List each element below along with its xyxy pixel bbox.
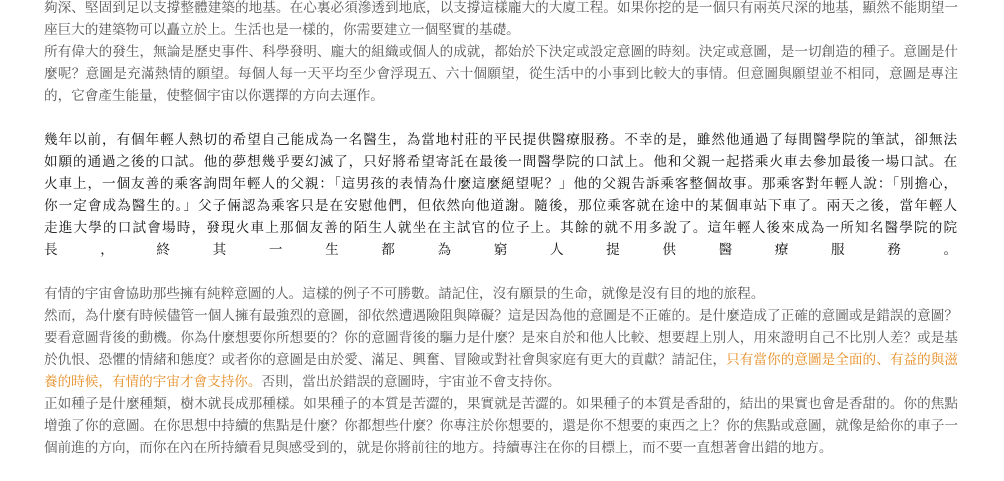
paragraph-focus: 正如種子是什麼種類，樹木就長成那種樣。如果種子的本質是苦澀的，果實就是苦澀的。如果種子的本質是香甜的，結出的果實也會是香甜的。你的焦點增強了你的意圖。在你思想中持續的焦點是什麼？你都想些什麼？你專注於你想要的，還是你不想要的東西之上？你的焦點或意圖，就像是給你的車子一個前進的方向，而你在內在所持續看見與感受到的，就是你將前往的地方。持續專注在你的目標上，而不要一直想著會出錯的地方。: [44, 396, 958, 456]
paragraph-motive: [44, 305, 958, 393]
paragraph-spacer: [44, 107, 958, 129]
highlighted-quote: 只有當你的意圖是全面的、有益的與滋養的時候，有情的宇宙才會支持你。: [44, 352, 958, 390]
motive-conclusion: 否則，當出於錯誤的意圖時，宇宙並不會支持你。: [261, 374, 561, 390]
paragraph-spacer: [44, 261, 958, 283]
paragraph-foundation: 夠深、堅固到足以支撐整體建築的地基。在心裏必須滲透到地底，以支撐這樣龐大的大廈工程。如果你挖的是一個只有兩英尺深的地基，顯然不能期望一座巨大的建築物可以矗立於上。生活也是一樣的，你需要建立一個堅實的基礎。: [44, 0, 958, 38]
paragraph-intention: 所有偉大的發生，無論是歷史事件、科學發明、龐大的組織或個人的成就，都始於下決定或設定意圖的時刻。決定或意圖，是一切創造的種子。意圖是什麼呢？意圖是充滿熱情的願望。每個人每一天平均至少會浮現五、六十個願望，從生活中的小事到比較大的事情。但意圖與願望並不相同，意圖是專注的，它會產生能量，使整個宇宙以你選擇的方向去運作。: [44, 44, 958, 104]
paragraph-universe: 有情的宇宙會協助那些擁有純粹意圖的人。這樣的例子不可勝數。請記住，沒有願景的生命，就像是沒有目的地的旅程。: [44, 286, 765, 302]
article-body: [44, 0, 958, 459]
paragraph-story: 幾年以前，有個年輕人熱切的希望自己能成為一名醫生，為當地村莊的平民提供醫療服務。不幸的是，雖然他通過了每間醫學院的筆試，卻無法如願的通過之後的口試。他的夢想幾乎要幻滅了，只好將希望寄託在最後一間醫學院的口試上。他和父親一起搭乘火車去參加最後一場口試。在火車上，一個友善的乘客詢問年輕人的父親：「這男孩的表情為什麼這麼絕望呢？」他的父親告訴乘客整個故事。那乘客對年輕人說：「別擔心，你一定會成為醫生的。」父子倆認為乘客只是在安慰他們，但依然向他道謝。隨後，那位乘客就在途中的某個車站下車了。兩天之後，當年輕人走進大學的口試會場時，發現火車上那個友善的陌生人就坐在主試官的位子上。其餘的就不用多說了。這年輕人後來成為一所知名醫學院的院長，終其一生都為窮人提供醫療服務。: [44, 132, 958, 258]
motive-text: 然而，為什麼有時候儘管一個人擁有最強烈的意圖，卻依然遭遇險阻與障礙？這是因為他的意圖是不正確的。是什麼造成了正確的意圖或是錯誤的意圖？要看意圖背後的動機。你為什麼想要你所想要的？你的意圖背後的驅力是什麼？是來自於和他人比較、想要趕上別人，用來證明自己不比別人差？或是基於仇恨、恐懼的情緒和態度？或者你的意圖是由於愛、滿足、興奮、冒險或對社會與家庭有更大的貢獻？請記住，: [44, 308, 958, 368]
